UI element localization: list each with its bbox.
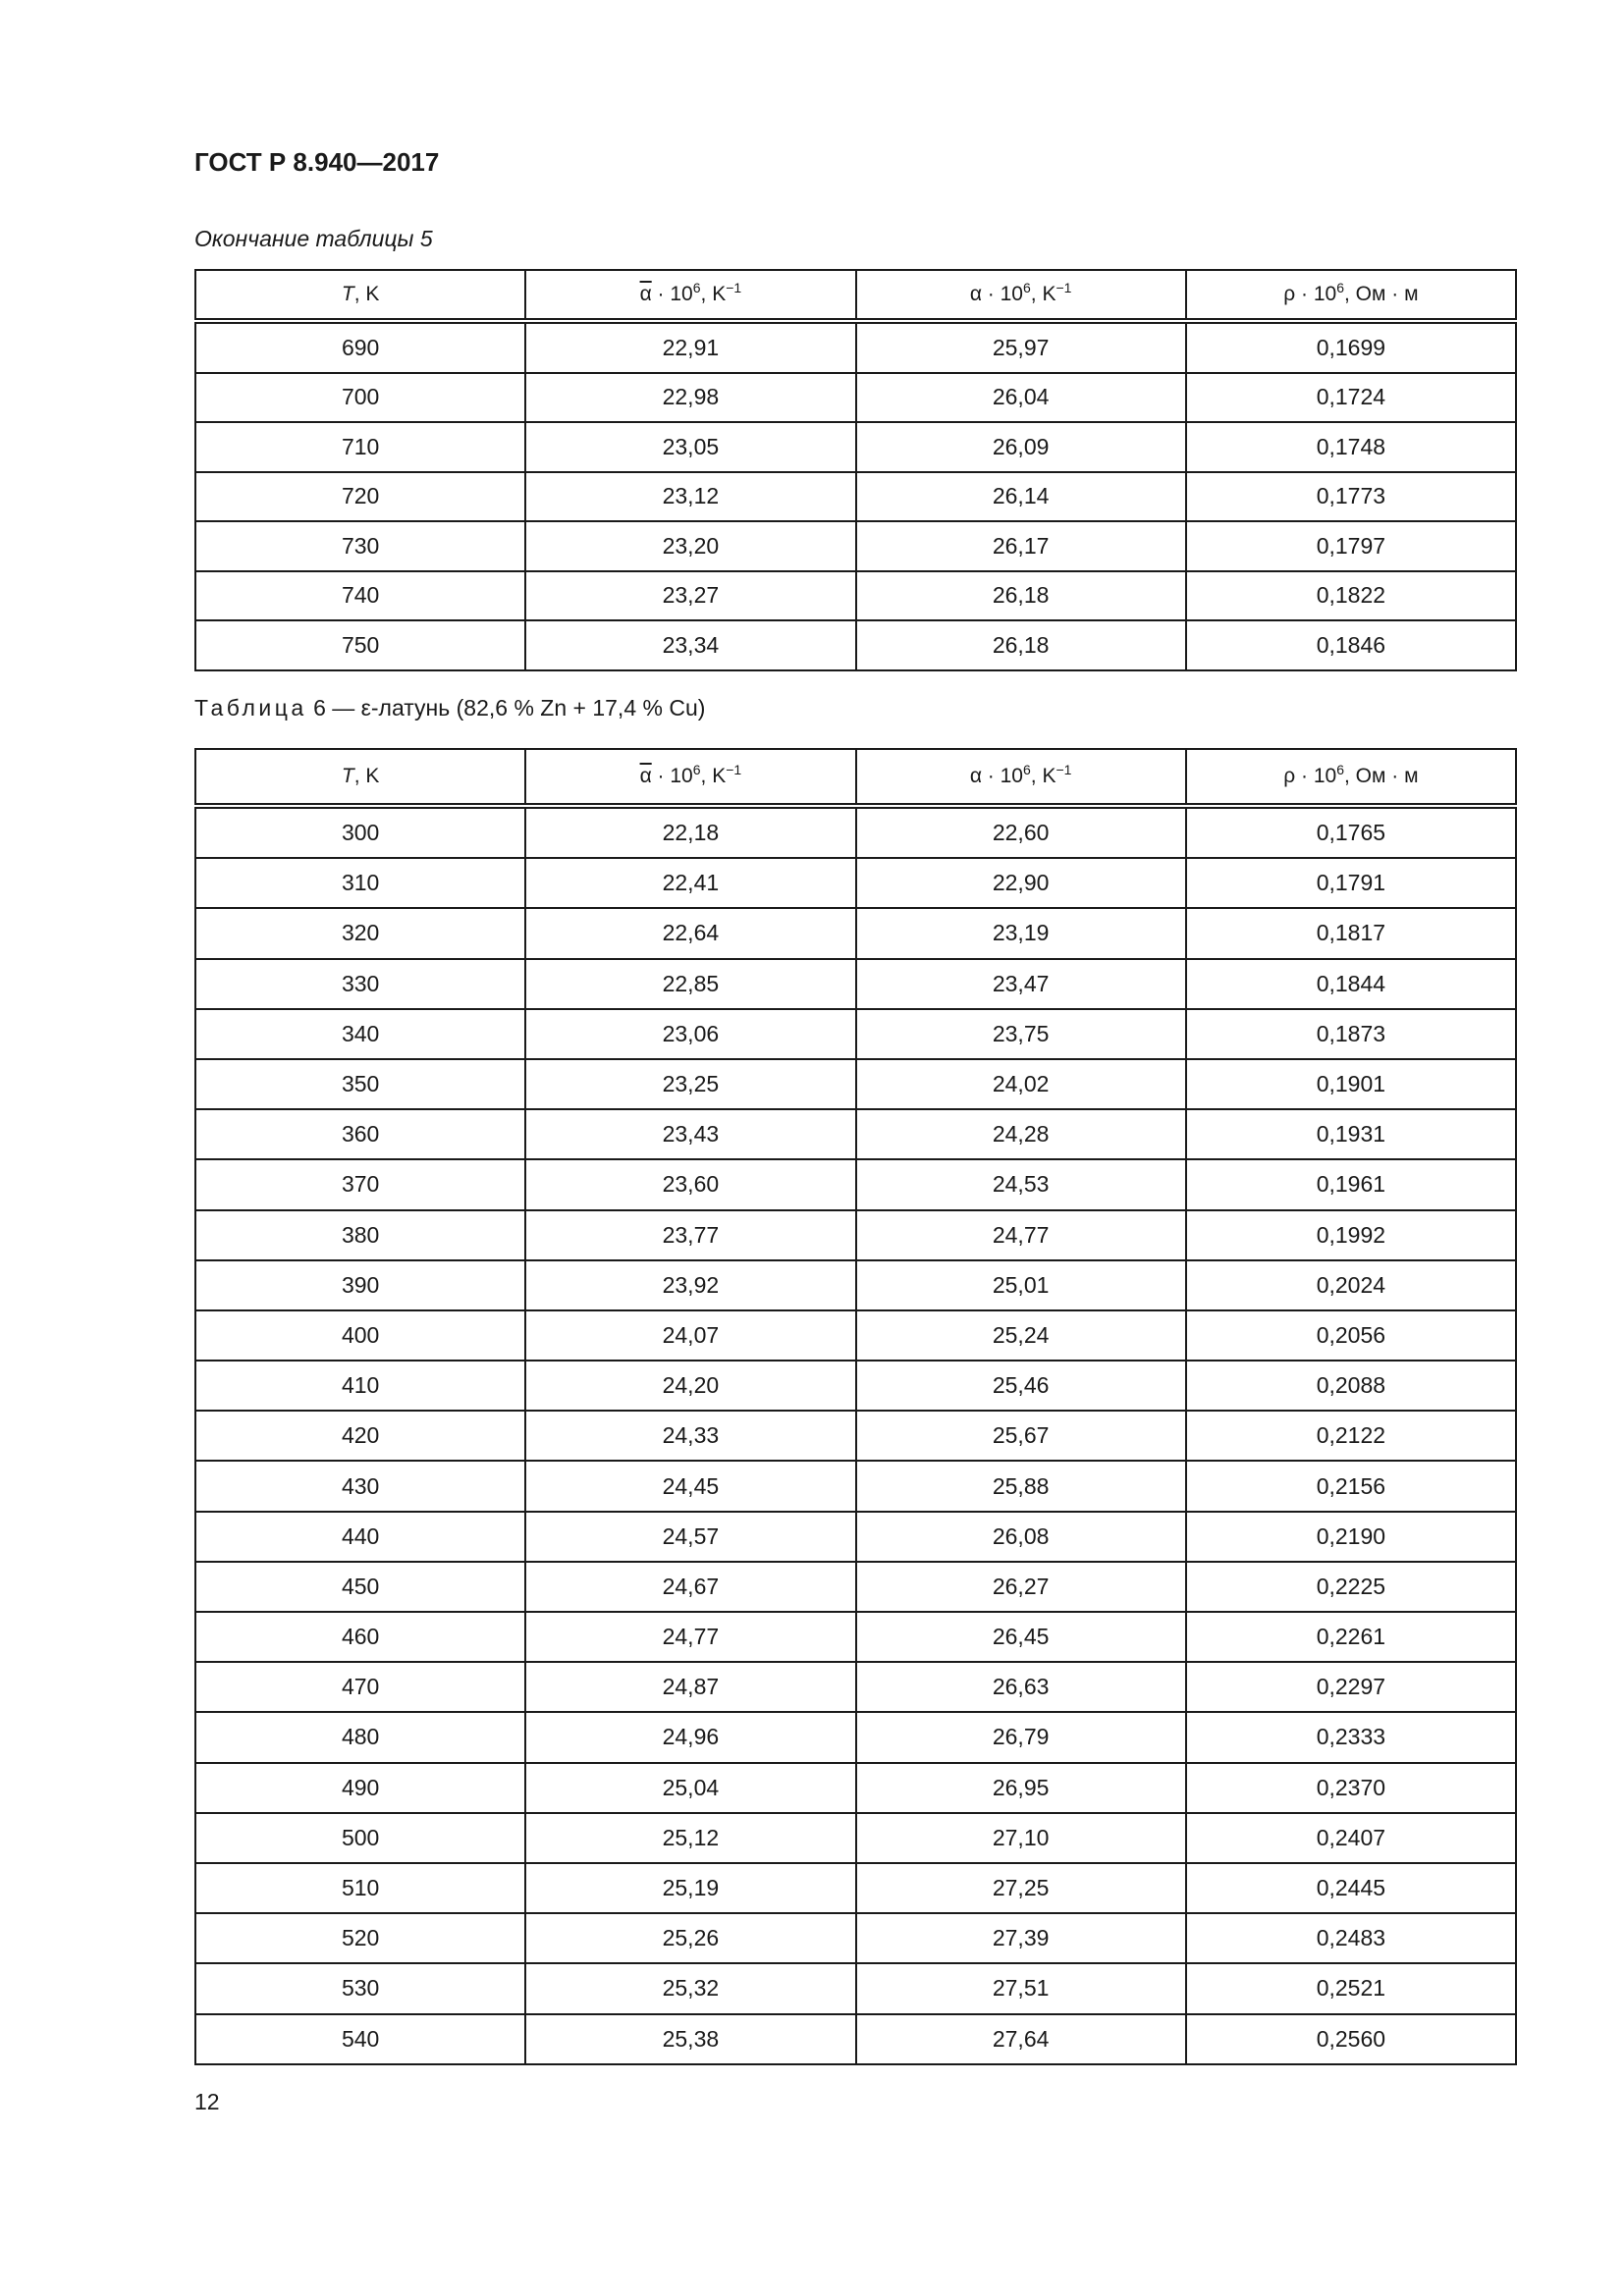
temperature-cell: 700 — [195, 373, 525, 423]
mean-expansion-cell: 22,85 — [525, 959, 855, 1009]
column-header-mean-expansion: $\overline{\alpha} \cdot 10^6$, $K^{-1}$ — [525, 749, 855, 806]
table-row — [195, 1109, 1516, 1159]
page-number: 12 — [194, 2089, 220, 2114]
table-row — [195, 1361, 1516, 1411]
resistivity-cell: 0,1699 — [1186, 321, 1516, 373]
temperature-cell: 370 — [195, 1159, 525, 1209]
true-expansion-cell: 27,64 — [856, 2014, 1186, 2064]
column-header-mean-expansion: $\overline{\alpha} \cdot 10^6$, $K^{-1}$ — [525, 270, 855, 321]
resistivity-cell: 0,1844 — [1186, 959, 1516, 1009]
mean-expansion-cell: 23,43 — [525, 1109, 855, 1159]
true-expansion-cell: 25,24 — [856, 1310, 1186, 1361]
resistivity-cell: 0,2056 — [1186, 1310, 1516, 1361]
mean-expansion-cell: 23,12 — [525, 472, 855, 522]
mean-expansion-cell: 24,87 — [525, 1662, 855, 1712]
table-row — [195, 1662, 1516, 1712]
resistivity-cell: 0,1748 — [1186, 422, 1516, 472]
table-row — [195, 1813, 1516, 1863]
true-expansion-cell: 26,95 — [856, 1763, 1186, 1813]
mean-expansion-cell: 23,27 — [525, 571, 855, 621]
true-expansion-cell: 27,25 — [856, 1863, 1186, 1913]
mean-expansion-cell: 24,96 — [525, 1712, 855, 1762]
mean-expansion-cell: 25,32 — [525, 1963, 855, 2013]
table-row — [195, 521, 1516, 571]
mean-expansion-cell: 25,26 — [525, 1913, 855, 1963]
true-expansion-cell: 22,60 — [856, 806, 1186, 858]
true-expansion-cell: 23,19 — [856, 908, 1186, 958]
temperature-cell: 450 — [195, 1562, 525, 1612]
resistivity-cell: 0,1822 — [1186, 571, 1516, 621]
resistivity-cell: 0,1931 — [1186, 1109, 1516, 1159]
column-header-true-expansion: $\alpha \cdot 10^6$, $K^{-1}$ — [856, 270, 1186, 321]
temperature-cell: 440 — [195, 1512, 525, 1562]
mean-expansion-cell: 24,20 — [525, 1361, 855, 1411]
temperature-cell: 330 — [195, 959, 525, 1009]
resistivity-cell: 0,1791 — [1186, 858, 1516, 908]
true-expansion-cell: 25,46 — [856, 1361, 1186, 1411]
resistivity-cell: 0,2445 — [1186, 1863, 1516, 1913]
resistivity-cell: 0,1724 — [1186, 373, 1516, 423]
resistivity-cell: 0,2024 — [1186, 1260, 1516, 1310]
temperature-cell: 410 — [195, 1361, 525, 1411]
resistivity-cell: 0,2261 — [1186, 1612, 1516, 1662]
mean-expansion-cell: 23,05 — [525, 422, 855, 472]
table-row — [195, 1612, 1516, 1662]
true-expansion-cell: 22,90 — [856, 858, 1186, 908]
table-row — [195, 1963, 1516, 2013]
table-row — [195, 571, 1516, 621]
resistivity-cell: 0,1901 — [1186, 1059, 1516, 1109]
mean-expansion-cell: 23,60 — [525, 1159, 855, 1209]
table6-caption: Таблица 6 — ε-латунь (82,6 % Zn + 17,4 % Cu) — [194, 695, 706, 721]
resistivity-cell: 0,2156 — [1186, 1461, 1516, 1511]
table-row — [195, 2014, 1516, 2064]
resistivity-cell: 0,2225 — [1186, 1562, 1516, 1612]
mean-expansion-cell: 25,38 — [525, 2014, 855, 2064]
table-row — [195, 1310, 1516, 1361]
true-expansion-cell: 23,47 — [856, 959, 1186, 1009]
column-header-resistivity: $\rho \cdot 10^6$, Ом · м — [1186, 749, 1516, 806]
true-expansion-cell: 26,27 — [856, 1562, 1186, 1612]
table6 — [194, 748, 1517, 2065]
temperature-cell: 510 — [195, 1863, 525, 1913]
mean-expansion-cell: 24,07 — [525, 1310, 855, 1361]
temperature-cell: 480 — [195, 1712, 525, 1762]
table-row — [195, 321, 1516, 373]
temperature-cell: 430 — [195, 1461, 525, 1511]
temperature-cell: 540 — [195, 2014, 525, 2064]
temperature-cell: 340 — [195, 1009, 525, 1059]
true-expansion-cell: 26,18 — [856, 620, 1186, 670]
temperature-cell: 710 — [195, 422, 525, 472]
temperature-cell: 300 — [195, 806, 525, 858]
resistivity-cell: 0,1961 — [1186, 1159, 1516, 1209]
table-row — [195, 858, 1516, 908]
true-expansion-cell: 26,14 — [856, 472, 1186, 522]
mean-expansion-cell: 23,06 — [525, 1009, 855, 1059]
column-header-true-expansion: $\alpha \cdot 10^6$, $K^{-1}$ — [856, 749, 1186, 806]
temperature-cell: 350 — [195, 1059, 525, 1109]
table-row — [195, 1512, 1516, 1562]
true-expansion-cell: 24,77 — [856, 1210, 1186, 1260]
true-expansion-cell: 27,10 — [856, 1813, 1186, 1863]
column-header-temperature: T, K — [195, 749, 525, 806]
document-code: ГОСТ Р 8.940—2017 — [194, 147, 440, 177]
mean-expansion-cell: 25,12 — [525, 1813, 855, 1863]
resistivity-cell: 0,2088 — [1186, 1361, 1516, 1411]
temperature-cell: 750 — [195, 620, 525, 670]
true-expansion-cell: 26,79 — [856, 1712, 1186, 1762]
resistivity-cell: 0,1992 — [1186, 1210, 1516, 1260]
table5 — [194, 269, 1517, 671]
table-header-row — [195, 270, 1516, 321]
resistivity-cell: 0,2190 — [1186, 1512, 1516, 1562]
table-row — [195, 1260, 1516, 1310]
table-row — [195, 1059, 1516, 1109]
resistivity-cell: 0,2333 — [1186, 1712, 1516, 1762]
table-row — [195, 959, 1516, 1009]
temperature-cell: 530 — [195, 1963, 525, 2013]
mean-expansion-cell: 23,34 — [525, 620, 855, 670]
mean-expansion-cell: 23,20 — [525, 521, 855, 571]
temperature-cell: 380 — [195, 1210, 525, 1260]
resistivity-cell: 0,2370 — [1186, 1763, 1516, 1813]
mean-expansion-cell: 22,64 — [525, 908, 855, 958]
true-expansion-cell: 25,67 — [856, 1411, 1186, 1461]
resistivity-cell: 0,1773 — [1186, 472, 1516, 522]
temperature-cell: 720 — [195, 472, 525, 522]
true-expansion-cell: 25,97 — [856, 321, 1186, 373]
temperature-cell: 520 — [195, 1913, 525, 1963]
temperature-cell: 460 — [195, 1612, 525, 1662]
temperature-cell: 310 — [195, 858, 525, 908]
table5-continuation-caption: Окончание таблицы 5 — [194, 226, 433, 251]
temperature-cell: 490 — [195, 1763, 525, 1813]
mean-expansion-cell: 22,41 — [525, 858, 855, 908]
resistivity-cell: 0,2521 — [1186, 1963, 1516, 2013]
true-expansion-cell: 26,63 — [856, 1662, 1186, 1712]
true-expansion-cell: 27,39 — [856, 1913, 1186, 1963]
mean-expansion-cell: 24,67 — [525, 1562, 855, 1612]
temperature-cell: 420 — [195, 1411, 525, 1461]
table-row — [195, 806, 1516, 858]
mean-expansion-cell: 23,77 — [525, 1210, 855, 1260]
table-row — [195, 1763, 1516, 1813]
table-row — [195, 1562, 1516, 1612]
column-header-temperature: T, K — [195, 270, 525, 321]
temperature-cell: 690 — [195, 321, 525, 373]
resistivity-cell: 0,1873 — [1186, 1009, 1516, 1059]
true-expansion-cell: 25,01 — [856, 1260, 1186, 1310]
table-row — [195, 1863, 1516, 1913]
resistivity-cell: 0,2560 — [1186, 2014, 1516, 2064]
table-row — [195, 1712, 1516, 1762]
true-expansion-cell: 26,18 — [856, 571, 1186, 621]
temperature-cell: 400 — [195, 1310, 525, 1361]
mean-expansion-cell: 24,45 — [525, 1461, 855, 1511]
table-row — [195, 472, 1516, 522]
true-expansion-cell: 26,04 — [856, 373, 1186, 423]
resistivity-cell: 0,1797 — [1186, 521, 1516, 571]
resistivity-cell: 0,2122 — [1186, 1411, 1516, 1461]
true-expansion-cell: 26,17 — [856, 521, 1186, 571]
mean-expansion-cell: 25,19 — [525, 1863, 855, 1913]
true-expansion-cell: 24,28 — [856, 1109, 1186, 1159]
resistivity-cell: 0,1765 — [1186, 806, 1516, 858]
temperature-cell: 320 — [195, 908, 525, 958]
mean-expansion-cell: 24,33 — [525, 1411, 855, 1461]
temperature-cell: 360 — [195, 1109, 525, 1159]
resistivity-cell: 0,2407 — [1186, 1813, 1516, 1863]
table-row — [195, 1913, 1516, 1963]
mean-expansion-cell: 25,04 — [525, 1763, 855, 1813]
true-expansion-cell: 24,53 — [856, 1159, 1186, 1209]
mean-expansion-cell: 24,57 — [525, 1512, 855, 1562]
temperature-cell: 500 — [195, 1813, 525, 1863]
true-expansion-cell: 26,08 — [856, 1512, 1186, 1562]
table-row — [195, 620, 1516, 670]
table-header-row — [195, 749, 1516, 806]
table-row — [195, 908, 1516, 958]
resistivity-cell: 0,2297 — [1186, 1662, 1516, 1712]
true-expansion-cell: 23,75 — [856, 1009, 1186, 1059]
table-row — [195, 1009, 1516, 1059]
column-header-resistivity: $\rho \cdot 10^6$, Ом · м — [1186, 270, 1516, 321]
table-row — [195, 1210, 1516, 1260]
temperature-cell: 730 — [195, 521, 525, 571]
table-row — [195, 422, 1516, 472]
temperature-cell: 470 — [195, 1662, 525, 1712]
true-expansion-cell: 26,09 — [856, 422, 1186, 472]
table-row — [195, 373, 1516, 423]
true-expansion-cell: 26,45 — [856, 1612, 1186, 1662]
mean-expansion-cell: 24,77 — [525, 1612, 855, 1662]
mean-expansion-cell: 23,92 — [525, 1260, 855, 1310]
temperature-cell: 390 — [195, 1260, 525, 1310]
true-expansion-cell: 25,88 — [856, 1461, 1186, 1511]
mean-expansion-cell: 22,98 — [525, 373, 855, 423]
resistivity-cell: 0,1817 — [1186, 908, 1516, 958]
true-expansion-cell: 27,51 — [856, 1963, 1186, 2013]
mean-expansion-cell: 22,91 — [525, 321, 855, 373]
table-row — [195, 1461, 1516, 1511]
mean-expansion-cell: 23,25 — [525, 1059, 855, 1109]
resistivity-cell: 0,1846 — [1186, 620, 1516, 670]
mean-expansion-cell: 22,18 — [525, 806, 855, 858]
table-row — [195, 1411, 1516, 1461]
true-expansion-cell: 24,02 — [856, 1059, 1186, 1109]
resistivity-cell: 0,2483 — [1186, 1913, 1516, 1963]
table-row — [195, 1159, 1516, 1209]
temperature-cell: 740 — [195, 571, 525, 621]
